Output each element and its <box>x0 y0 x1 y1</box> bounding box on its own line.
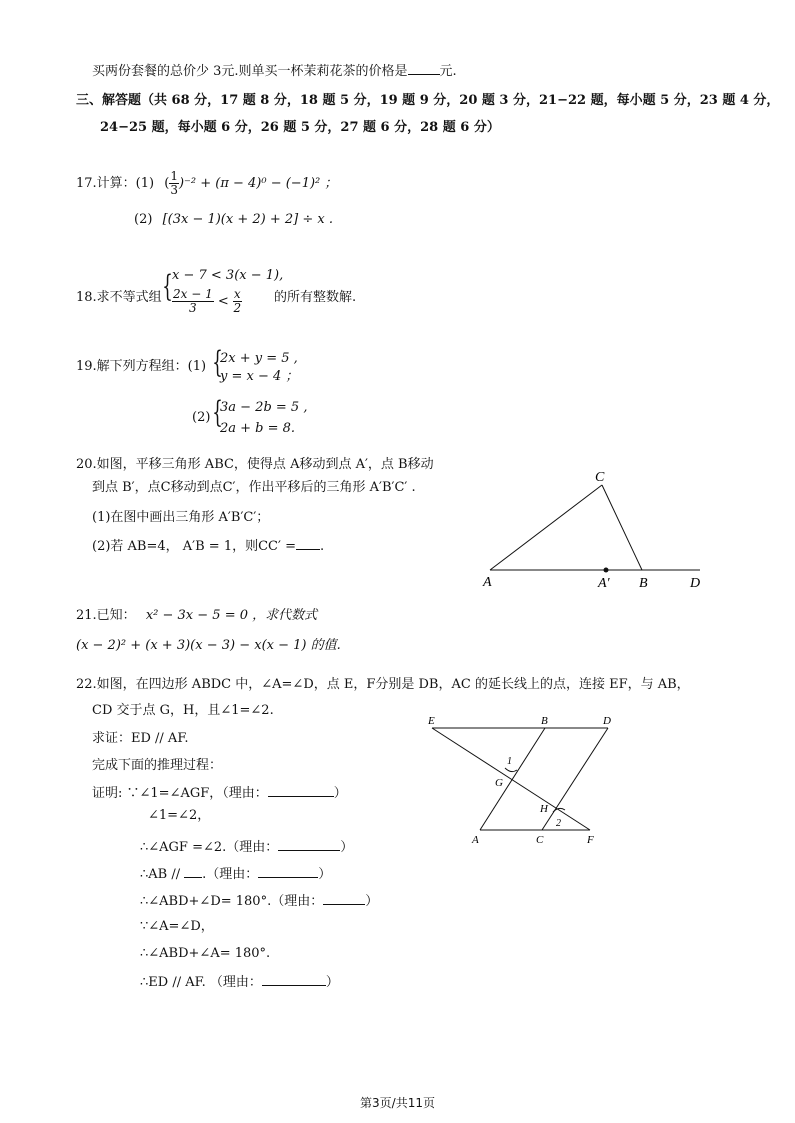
q22-step-7 <box>140 946 270 962</box>
q22-step-8-text: ∴ED // AF. （理由： <box>140 975 262 990</box>
q20-line1: 20.如图，平移三角形 ABC，使得点 A移动到点 A′，点 B移动 <box>76 457 434 472</box>
q21-line1-pre: 21.已知： <box>76 608 136 623</box>
q22-step-2 <box>148 808 210 824</box>
q22-step-6 <box>140 919 214 935</box>
q22-label-f: F <box>587 834 594 846</box>
q21-line1 <box>76 608 317 624</box>
q18-label: 18.求不等式组 <box>76 290 162 305</box>
q21-line2: (x − 2)² + (x + 3)(x − 3) − x(x − 1) 的值. <box>76 638 341 653</box>
q22-step-7-text: ∴∠ABD+∠A= 180°. <box>140 946 271 961</box>
q20-label-d: D <box>690 576 701 591</box>
q22-step-1-end: ） <box>333 786 347 801</box>
q17-part2 <box>134 212 333 228</box>
q22-label-c: C <box>536 834 544 846</box>
q22-side-ab <box>480 728 545 830</box>
q20-answer-blank <box>296 537 320 550</box>
q20-sub2-end: . <box>319 539 325 554</box>
section3-header-line1: 三、解答题（共 68 分，17 题 8 分，18 题 5 分，19 题 9 分，20 题 3 分，21−22 题，每小题 5 分，23 题 4 分， <box>76 93 780 108</box>
q19-s2-eq2: 2a + b = 8. <box>220 421 296 436</box>
q17-label: 17.计算：(1) <box>76 176 155 191</box>
q20-sub1: (1)在图中画出三角形 A′B′C′； <box>92 510 270 525</box>
answer-blank <box>408 62 440 75</box>
q20-side-cb <box>602 485 642 570</box>
q22-label-a: A <box>472 834 479 846</box>
q20-sub2-text: (2)若 AB=4， A′B = 1，则CC′ = <box>92 539 296 554</box>
section3-header-line2: 24−25 题，每小题 6 分，26 题 5 分，27 题 6 分，28 题 6 分） <box>100 120 500 135</box>
q22-prove: 求证：ED // AF. <box>92 731 189 746</box>
q17-fraction <box>169 170 179 197</box>
q20-label-c: C <box>595 470 605 485</box>
q22-step-4-mid: .（理由： <box>202 867 259 882</box>
q20-line2: 到点 B′，点C移动到点C′，作出平移后的三角形 A′B′C′ . <box>92 480 416 495</box>
q18-eq2-rden: 2 <box>233 301 242 315</box>
q22-step-5 <box>140 892 378 910</box>
q22-angle-1-arc <box>505 768 517 772</box>
page-footer: 第3页/共11页 <box>360 1096 435 1110</box>
q22-blank-1[interactable] <box>268 784 334 797</box>
q18-eq2-num: 2x − 1 <box>173 287 213 301</box>
q20-label-a-prime: A′ <box>598 576 610 591</box>
q22-blank-4b[interactable] <box>258 865 318 878</box>
q19-s1-eq2: y = x − 4 ； <box>220 369 299 384</box>
q17-frac-den: 3 <box>170 183 178 197</box>
q21-line1-expr: x² − 3x − 5 = 0 ，求代数式 <box>145 608 318 623</box>
q22-line2: CD 交于点 G，H，且∠1=∠2. <box>92 703 274 718</box>
q19-brace-1: { <box>212 345 223 380</box>
q22-step-6-text: ∵∠A=∠D， <box>140 919 214 934</box>
q22-side-cd <box>542 728 608 830</box>
q18-eq1: x − 7 < 3(x − 1), <box>172 268 284 283</box>
q22-label-e: E <box>428 715 435 727</box>
q22-blank-5[interactable] <box>323 892 365 905</box>
q22-step-3 <box>140 838 353 856</box>
q22-step-1-text: 证明: ∵∠1=∠AGF，（理由： <box>92 786 268 801</box>
q17-part1: 17.计算：(1) ( $\frac{1}{3}$ )⁻² + (π − 4)⁰ − (−1)² ； <box>76 169 338 197</box>
q22-step-4-end: ） <box>318 867 332 882</box>
q20-point-a-prime <box>604 568 609 573</box>
q22-label-b: B <box>541 715 548 727</box>
q22-complete: 完成下面的推理过程： <box>92 758 223 773</box>
q17-part2-expr: [(3x − 1)(x + 2) + 2] ÷ x . <box>162 212 333 227</box>
top-line-suffix: 元. <box>439 64 457 79</box>
q22-line-ef <box>432 728 590 830</box>
q18-suffix: 的所有整数解. <box>274 290 357 305</box>
q19-s2-eq1: 3a − 2b = 5 , <box>220 400 308 415</box>
q17-part1-expr: )⁻² + (π − 4)⁰ − (−1)² ； <box>178 176 338 191</box>
q22-label-2: 2 <box>556 818 561 829</box>
q22-step-1 <box>92 784 347 802</box>
q22-step-4 <box>140 865 331 883</box>
q22-label-g: G <box>495 777 503 789</box>
q22-label-1: 1 <box>507 756 512 767</box>
top-line <box>92 62 457 80</box>
q18-eq2-rnum: x <box>233 287 241 301</box>
q22-quadrilateral-figure <box>425 710 625 850</box>
q18-brace: { <box>162 269 173 304</box>
top-line-text: 买两份套餐的总价少 3元.则单买一杯茉莉花茶的价格是 <box>92 64 408 79</box>
q22-step-3-text: ∴∠AGF =∠2.（理由： <box>140 840 279 855</box>
q22-step-4-text: ∴AB // <box>140 867 181 882</box>
q20-label-a: A <box>483 575 492 590</box>
q22-line1: 22.如图，在四边形 ABDC 中，∠A=∠D，点 E，F分别是 DB，AC 的延长线上的点，连接 EF，与 AB， <box>76 677 690 692</box>
q18-eq2 <box>172 288 242 315</box>
q22-step-3-end: ） <box>340 840 354 855</box>
q19-part2-label: (2) <box>192 410 211 425</box>
q17-frac-num: 1 <box>170 169 178 183</box>
q22-step-5-text: ∴∠ABD+∠D= 180°.（理由： <box>140 894 324 909</box>
q19-brace-2: { <box>212 395 223 430</box>
q19-s1-eq1: 2x + y = 5 , <box>220 351 298 366</box>
q22-step-8 <box>140 973 339 991</box>
q22-blank-8[interactable] <box>262 973 326 986</box>
q20-side-ac <box>490 485 602 570</box>
q22-label-d: D <box>603 715 611 727</box>
q20-sub2 <box>92 537 324 555</box>
q18-eq2-lt: < <box>217 294 229 309</box>
q18-eq2-den: 3 <box>189 301 197 315</box>
q22-step-2-text: ∠1=∠2， <box>148 808 211 823</box>
q22-step-5-end: ） <box>365 894 379 909</box>
q22-blank-3[interactable] <box>278 838 340 851</box>
q20-triangle-figure <box>480 465 710 595</box>
q22-label-h: H <box>540 803 548 815</box>
q19-label: 19.解下列方程组：(1) <box>76 359 207 374</box>
q22-blank-4a[interactable] <box>184 865 202 878</box>
q22-step-8-end: ） <box>325 975 339 990</box>
q17-part2-label: (2) <box>134 212 153 227</box>
q20-label-b: B <box>639 576 648 591</box>
